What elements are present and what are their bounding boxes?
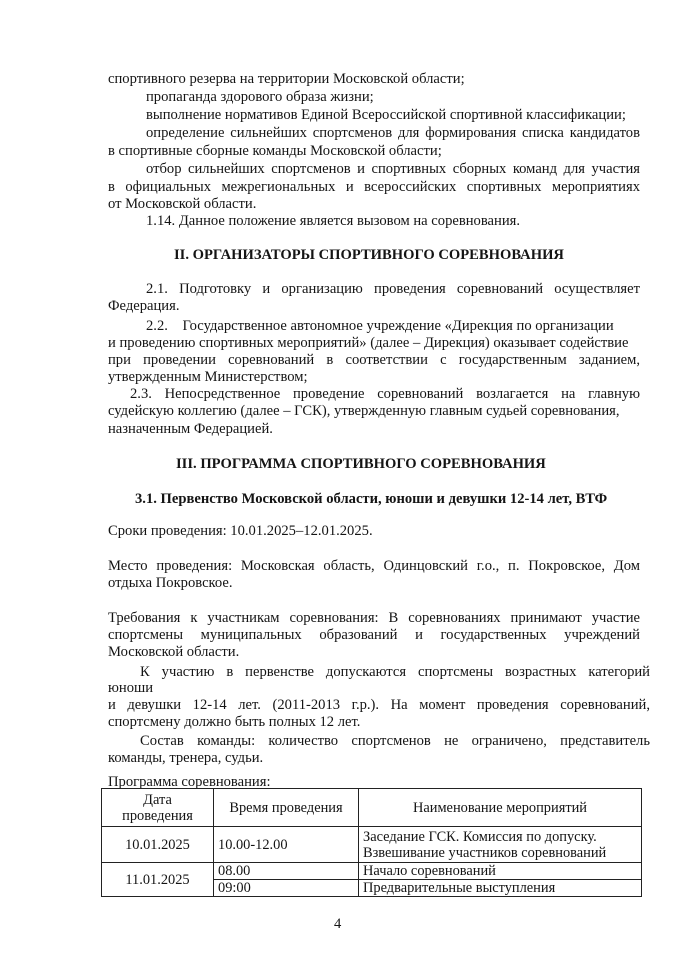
requirements-line: спортсмены муниципальных образований и государственных учреждений bbox=[108, 627, 640, 643]
age-line: К участию в первенстве допускаются спортсмены возрастных категорий bbox=[140, 664, 650, 680]
age-line: спортсмену должно быть полных 12 лет. bbox=[108, 714, 361, 730]
row-event-line: Заседание ГСК. Комиссия по допуску. bbox=[363, 828, 597, 845]
intro-line: 1.14. Данное положение является вызовом на соревнования. bbox=[146, 213, 521, 229]
requirements-line: Требования к участникам соревнования: В соревнованиях принимают участие bbox=[108, 610, 640, 626]
header-date-line: Дата bbox=[143, 791, 172, 808]
paragraph-line: 2.1. Подготовку и организацию проведения соревнований осуществляет bbox=[146, 281, 640, 297]
header-time: Время проведения bbox=[214, 789, 359, 827]
dates-line: Сроки проведения: 10.01.2025–12.01.2025. bbox=[108, 523, 373, 539]
row-time: 10.00-12.00 bbox=[214, 827, 359, 863]
row-time: 08.00 bbox=[214, 863, 359, 880]
intro-line: от Московской области. bbox=[108, 196, 257, 212]
age-line: юноши bbox=[108, 680, 154, 696]
paragraph-line: назначенным Федерацией. bbox=[108, 421, 273, 437]
age-line: и девушки 12-14 лет. (2011-2013 г.р.). На момент проведения соревнований, bbox=[108, 697, 650, 713]
paragraph-line: при проведении соревнований в соответствии с государственным заданием, bbox=[108, 352, 640, 368]
row-event-line: Взвешивание участников соревнований bbox=[363, 844, 607, 861]
team-line: Состав команды: количество спортсменов не ограничено, представитель bbox=[140, 733, 650, 749]
page-number: 4 bbox=[334, 916, 342, 932]
header-date-line: проведения bbox=[122, 807, 193, 824]
row-event: Предварительные выступления bbox=[359, 880, 642, 897]
paragraph-line: Федерация. bbox=[108, 298, 180, 314]
section-heading: II. ОРГАНИЗАТОРЫ СПОРТИВНОГО СОРЕВНОВАНИЯ bbox=[174, 247, 564, 263]
intro-line: в спортивные сборные команды Московской области; bbox=[108, 143, 442, 159]
row-date: 11.01.2025 bbox=[102, 863, 214, 897]
table-header-row bbox=[102, 789, 642, 827]
team-line: команды, тренера, судьи. bbox=[108, 750, 264, 766]
requirements-line: Московской области. bbox=[108, 644, 240, 660]
paragraph-line: судейскую коллегию (далее – ГСК), утвержденную главным судьей соревнования, bbox=[108, 403, 620, 419]
program-label: Программа соревнования: bbox=[108, 774, 271, 790]
intro-line: определение сильнейших спортсменов для формирования списка кандидатов bbox=[146, 125, 640, 141]
intro-line: выполнение нормативов Единой Всероссийской спортивной классификации; bbox=[146, 107, 626, 123]
row-event bbox=[359, 827, 642, 863]
paragraph-line: утвержденным Министерством; bbox=[108, 369, 308, 385]
subsection-heading: 3.1. Первенство Московской области, юноши и девушки 12-14 лет, ВТФ bbox=[135, 491, 608, 507]
paragraph-line: 2.3. Непосредственное проведение соревнований возлагается на главную bbox=[130, 386, 640, 402]
section-heading: III. ПРОГРАММА СПОРТИВНОГО СОРЕВНОВАНИЯ bbox=[176, 456, 546, 472]
venue-line: Место проведения: Московская область, Одинцовский г.о., п. Покровское, Дом bbox=[108, 558, 640, 574]
intro-line: пропаганда здорового образа жизни; bbox=[146, 89, 374, 105]
header-date bbox=[102, 789, 214, 827]
venue-line: отдыха Покровское. bbox=[108, 575, 233, 591]
paragraph-line: 2.2. Государственное автономное учреждение «Дирекция по организации bbox=[146, 318, 614, 334]
table-row bbox=[102, 863, 642, 880]
row-date: 10.01.2025 bbox=[102, 827, 214, 863]
intro-line: спортивного резерва на территории Московской области; bbox=[108, 71, 465, 87]
row-event: Начало соревнований bbox=[359, 863, 642, 880]
row-time: 09:00 bbox=[214, 880, 359, 897]
intro-line: отбор сильнейших спортсменов и спортивных сборных команд для участия bbox=[146, 161, 640, 177]
program-table bbox=[101, 788, 642, 897]
intro-line: в официальных межрегиональных и всероссийских спортивных мероприятиях bbox=[108, 179, 640, 195]
table-row bbox=[102, 827, 642, 863]
paragraph-line: и проведению спортивных мероприятий» (далее – Дирекция) оказывает содействие bbox=[108, 335, 629, 351]
header-event: Наименование мероприятий bbox=[359, 789, 642, 827]
